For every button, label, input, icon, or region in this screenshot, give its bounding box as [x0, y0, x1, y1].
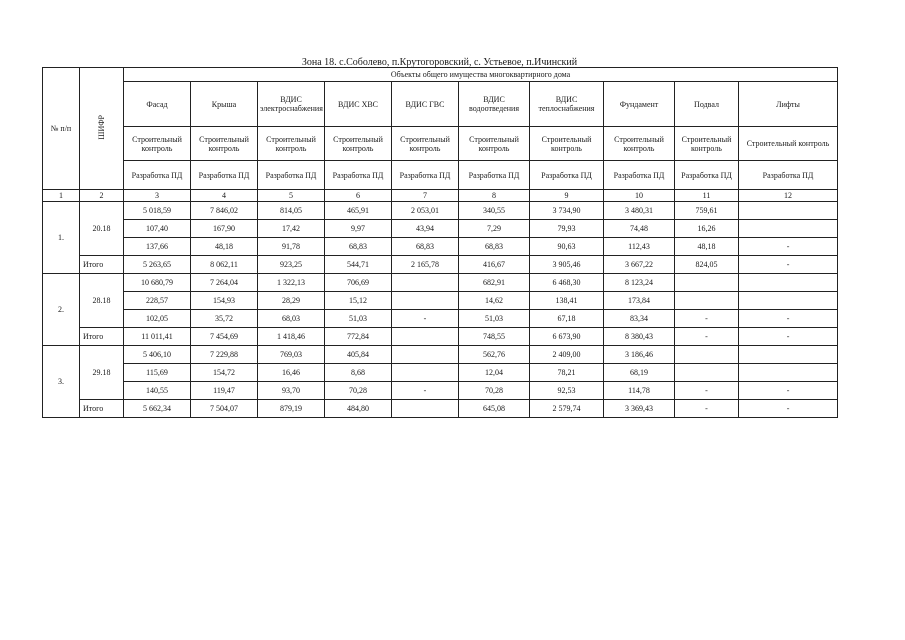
- header-pd: Разработка ПД: [604, 161, 675, 190]
- total-value: 7 454,69: [191, 328, 258, 346]
- cell-value: 7 264,04: [191, 274, 258, 292]
- row-number: 3.: [43, 346, 80, 418]
- row-code: 20.18: [80, 202, 124, 256]
- header-sk: Строительный контроль: [258, 127, 325, 161]
- total-value: 484,80: [325, 400, 392, 418]
- cell-value: 70,28: [459, 382, 530, 400]
- cell-value: 79,93: [530, 220, 604, 238]
- cell-value: 7 846,02: [191, 202, 258, 220]
- cell-value: [392, 364, 459, 382]
- zone-title: Зона 18. с.Соболево, п.Крутогоровский, с. Устьевое, п.Ичинский: [301, 57, 578, 68]
- header-object: Фасад: [124, 82, 191, 127]
- cell-value: [392, 292, 459, 310]
- table-body: [43, 202, 838, 418]
- cell-value: 8,68: [325, 364, 392, 382]
- header-pd: Разработка ПД: [675, 161, 739, 190]
- header-object: ВДИС ГВС: [392, 82, 459, 127]
- header-sk: Строительный контроль: [191, 127, 258, 161]
- cell-value: 7,29: [459, 220, 530, 238]
- cell-value: 68,19: [604, 364, 675, 382]
- cell-value: -: [392, 382, 459, 400]
- header-index: 5: [258, 190, 325, 202]
- table-row: [43, 220, 838, 238]
- cell-value: 68,83: [459, 238, 530, 256]
- header-index-row: [43, 190, 838, 202]
- table-row: [43, 364, 838, 382]
- header-index: 10: [604, 190, 675, 202]
- total-row: [43, 256, 838, 274]
- cell-value: 167,90: [191, 220, 258, 238]
- cell-value: 137,66: [124, 238, 191, 256]
- total-value: 544,71: [325, 256, 392, 274]
- cell-value: 35,72: [191, 310, 258, 328]
- header-pd: Разработка ПД: [459, 161, 530, 190]
- header-index: 8: [459, 190, 530, 202]
- total-value: 2 579,74: [530, 400, 604, 418]
- cell-value: 107,40: [124, 220, 191, 238]
- cell-value: 17,42: [258, 220, 325, 238]
- row-number: 1.: [43, 202, 80, 274]
- cell-value: 759,61: [675, 202, 739, 220]
- table-row: [43, 346, 838, 364]
- cell-value: 48,18: [675, 238, 739, 256]
- cell-value: 562,76: [459, 346, 530, 364]
- header-index: 4: [191, 190, 258, 202]
- header-index: 6: [325, 190, 392, 202]
- table-row: [43, 274, 838, 292]
- header-object: ВДИС электроснабжения: [258, 82, 325, 127]
- total-value: 7 504,07: [191, 400, 258, 418]
- header-pd-row: [43, 161, 838, 190]
- total-value: -: [739, 256, 838, 274]
- header-sk: Строительный контроль: [325, 127, 392, 161]
- total-value: 645,08: [459, 400, 530, 418]
- cell-value: 91,78: [258, 238, 325, 256]
- total-value: 8 062,11: [191, 256, 258, 274]
- cell-value: 74,48: [604, 220, 675, 238]
- cell-value: 92,53: [530, 382, 604, 400]
- cell-value: 405,84: [325, 346, 392, 364]
- table-row: [43, 310, 838, 328]
- cell-value: 93,70: [258, 382, 325, 400]
- cell-value: 10 680,79: [124, 274, 191, 292]
- total-value: 824,05: [675, 256, 739, 274]
- cell-value: [739, 274, 838, 292]
- cell-value: 112,43: [604, 238, 675, 256]
- cell-value: 51,03: [325, 310, 392, 328]
- cell-value: 14,62: [459, 292, 530, 310]
- cell-value: [739, 202, 838, 220]
- header-pd: Разработка ПД: [124, 161, 191, 190]
- total-value: 748,55: [459, 328, 530, 346]
- header-index: 2: [80, 190, 124, 202]
- cell-value: 173,84: [604, 292, 675, 310]
- header-index: 12: [739, 190, 838, 202]
- cell-value: 51,03: [459, 310, 530, 328]
- header-index: 9: [530, 190, 604, 202]
- cell-value: [739, 364, 838, 382]
- cell-value: 3 480,31: [604, 202, 675, 220]
- cell-value: 340,55: [459, 202, 530, 220]
- header-index: 1: [43, 190, 80, 202]
- header-group: Объекты общего имущества многоквартирного дома: [124, 68, 838, 82]
- total-value: 3 667,22: [604, 256, 675, 274]
- cell-value: 154,72: [191, 364, 258, 382]
- cell-value: [392, 274, 459, 292]
- cell-value: 43,94: [392, 220, 459, 238]
- header-sk: Строительный контроль: [739, 127, 838, 161]
- cell-value: 3 734,90: [530, 202, 604, 220]
- header-sk: Строительный контроль: [604, 127, 675, 161]
- cell-value: 15,12: [325, 292, 392, 310]
- total-label: Итого: [80, 400, 124, 418]
- total-value: 11 011,41: [124, 328, 191, 346]
- total-value: -: [675, 400, 739, 418]
- header-index: 11: [675, 190, 739, 202]
- total-value: [392, 400, 459, 418]
- row-code: 28.18: [80, 274, 124, 328]
- cell-value: [739, 220, 838, 238]
- header-object: Подвал: [675, 82, 739, 127]
- total-value: -: [675, 328, 739, 346]
- total-value: 5 263,65: [124, 256, 191, 274]
- total-label: Итого: [80, 328, 124, 346]
- header-object: Крыша: [191, 82, 258, 127]
- cell-value: 6 468,30: [530, 274, 604, 292]
- header-sk: Строительный контроль: [124, 127, 191, 161]
- cell-value: [392, 346, 459, 364]
- cell-value: 8 123,24: [604, 274, 675, 292]
- cell-value: 90,63: [530, 238, 604, 256]
- total-row: [43, 400, 838, 418]
- cell-value: 3 186,46: [604, 346, 675, 364]
- cell-value: [675, 364, 739, 382]
- header-no: № п/п: [43, 68, 80, 190]
- cell-value: 68,83: [325, 238, 392, 256]
- row-number: 2.: [43, 274, 80, 346]
- total-value: [392, 328, 459, 346]
- cell-value: 12,04: [459, 364, 530, 382]
- header-object: ВДИС теплоснабжения: [530, 82, 604, 127]
- total-value: 3 369,43: [604, 400, 675, 418]
- cell-value: 228,57: [124, 292, 191, 310]
- cell-value: 115,69: [124, 364, 191, 382]
- cell-value: -: [739, 238, 838, 256]
- cell-value: [675, 346, 739, 364]
- header-object: Лифты: [739, 82, 838, 127]
- total-value: -: [739, 400, 838, 418]
- header-sk: Строительный контроль: [392, 127, 459, 161]
- cell-value: -: [739, 382, 838, 400]
- total-value: 416,67: [459, 256, 530, 274]
- total-row: [43, 328, 838, 346]
- total-value: -: [739, 328, 838, 346]
- cell-value: -: [392, 310, 459, 328]
- cell-value: 5 406,10: [124, 346, 191, 364]
- cell-value: 706,69: [325, 274, 392, 292]
- cell-value: 2 409,00: [530, 346, 604, 364]
- header-code: [80, 68, 124, 190]
- cell-value: 1 322,13: [258, 274, 325, 292]
- header-sk: Строительный контроль: [675, 127, 739, 161]
- cell-value: 102,05: [124, 310, 191, 328]
- cell-value: 814,05: [258, 202, 325, 220]
- cell-value: 5 018,59: [124, 202, 191, 220]
- cell-value: 9,97: [325, 220, 392, 238]
- header-pd: Разработка ПД: [530, 161, 604, 190]
- cell-value: 2 053,01: [392, 202, 459, 220]
- cell-value: 154,93: [191, 292, 258, 310]
- cell-value: 83,34: [604, 310, 675, 328]
- cell-value: 7 229,88: [191, 346, 258, 364]
- cell-value: [675, 274, 739, 292]
- cell-value: 16,46: [258, 364, 325, 382]
- header-code-label: ШИФР: [97, 115, 106, 140]
- cell-value: 28,29: [258, 292, 325, 310]
- total-value: 2 165,78: [392, 256, 459, 274]
- header-sk: Строительный контроль: [530, 127, 604, 161]
- table-row: [43, 292, 838, 310]
- header-pd: Разработка ПД: [191, 161, 258, 190]
- cell-value: 68,03: [258, 310, 325, 328]
- cell-value: 119,47: [191, 382, 258, 400]
- cell-value: [675, 292, 739, 310]
- cell-value: 682,91: [459, 274, 530, 292]
- header-pd: Разработка ПД: [325, 161, 392, 190]
- cell-value: 140,55: [124, 382, 191, 400]
- cell-value: -: [675, 310, 739, 328]
- cell-value: 16,26: [675, 220, 739, 238]
- total-value: 1 418,46: [258, 328, 325, 346]
- total-value: 8 380,43: [604, 328, 675, 346]
- cell-value: 114,78: [604, 382, 675, 400]
- table-row: [43, 202, 838, 220]
- cell-value: -: [739, 310, 838, 328]
- header-index: 3: [124, 190, 191, 202]
- table-row: [43, 382, 838, 400]
- cell-value: 78,21: [530, 364, 604, 382]
- cell-value: [739, 292, 838, 310]
- cell-value: 48,18: [191, 238, 258, 256]
- cell-value: 769,03: [258, 346, 325, 364]
- total-value: 923,25: [258, 256, 325, 274]
- header-object: ВДИС ХВС: [325, 82, 392, 127]
- header-sk-row: [43, 127, 838, 161]
- estimate-table: [42, 67, 838, 418]
- header-pd: Разработка ПД: [739, 161, 838, 190]
- header-pd: Разработка ПД: [258, 161, 325, 190]
- header-pd: Разработка ПД: [392, 161, 459, 190]
- header-object: Фундамент: [604, 82, 675, 127]
- header-index: 7: [392, 190, 459, 202]
- header-objects-row: [43, 82, 838, 127]
- total-value: 3 905,46: [530, 256, 604, 274]
- header-object: ВДИС водоотведения: [459, 82, 530, 127]
- cell-value: 465,91: [325, 202, 392, 220]
- header-sk: Строительный контроль: [459, 127, 530, 161]
- table-row: [43, 238, 838, 256]
- cell-value: 68,83: [392, 238, 459, 256]
- cell-value: [739, 346, 838, 364]
- total-label: Итого: [80, 256, 124, 274]
- cell-value: 67,18: [530, 310, 604, 328]
- row-code: 29.18: [80, 346, 124, 400]
- cell-value: 70,28: [325, 382, 392, 400]
- total-value: 772,84: [325, 328, 392, 346]
- total-value: 5 662,34: [124, 400, 191, 418]
- total-value: 6 673,90: [530, 328, 604, 346]
- total-value: 879,19: [258, 400, 325, 418]
- cell-value: 138,41: [530, 292, 604, 310]
- cell-value: -: [675, 382, 739, 400]
